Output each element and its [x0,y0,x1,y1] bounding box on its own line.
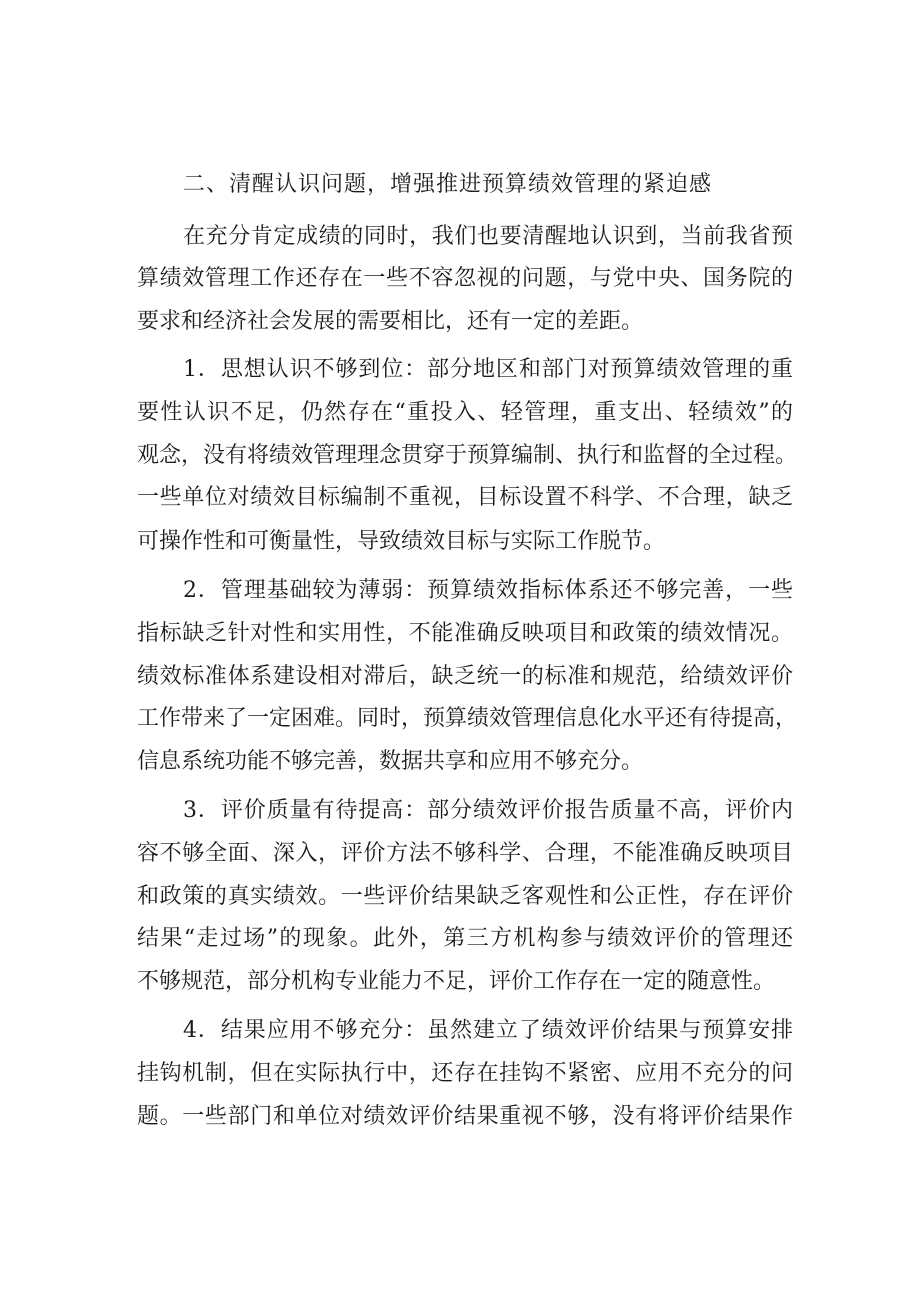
paragraph-3-line-3: 绩效标准体系建设相对滞后，缺乏统一的标准和规范，给绩效评价 [137,664,793,689]
paragraph-1-line-3: 要求和经济社会发展的需要相比，还有一定的差距。 [137,309,644,334]
paragraph-1-line-1: 在充分肯定成绩的同时，我们也要清醒地认识到，当前我省预 [183,224,793,249]
paragraph-4-line-4: 结果“走过场”的现象。此外，第三方机构参与绩效评价的管理还 [137,926,793,951]
paragraph-2-line-3: 观念，没有将绩效管理理念贯穿于预算编制、执行和监督的全过程。 [137,443,798,468]
paragraph-3-line-2: 指标缺乏针对性和实用性，不能准确反映项目和政策的绩效情况。 [137,621,793,646]
paragraph-5-line-2: 挂钩机制，但在实际执行中，还存在挂钩不紧密、应用不充分的问 [137,1061,793,1086]
paragraph-4-line-3: 和政策的真实绩效。一些评价结果缺乏客观性和公正性，存在评价 [137,884,793,909]
paragraph-3-line-1: 2．管理基础较为薄弱：预算绩效指标体系还不够完善，一些 [183,578,793,603]
paragraph-3-line-4: 工作带来了一定困难。同时，预算绩效管理信息化水平还有待提高， [137,706,798,731]
paragraph-2-line-2: 要性认识不足，仍然存在“重投入、轻管理，重支出、轻绩效”的 [137,400,793,425]
paragraph-4-line-1: 3．评价质量有待提高：部分绩效评价报告质量不高，评价内 [183,798,793,823]
paragraph-2-line-1: 1．思想认识不够到位：部分地区和部门对预算绩效管理的重 [183,357,793,382]
paragraph-3-line-5: 信息系统功能不够完善，数据共享和应用不够充分。 [137,749,644,774]
paragraph-5-line-3: 题。一些部门和单位对绩效评价结果重视不够，没有将评价结果作 [137,1104,793,1129]
paragraph-5-line-1: 4．结果应用不够充分：虽然建立了绩效评价结果与预算安排 [183,1018,793,1043]
paragraph-2-line-4: 一些单位对绩效目标编制不重视，目标设置不科学、不合理，缺乏 [137,485,793,510]
paragraph-4-line-2: 容不够全面、深入，评价方法不够科学、合理，不能准确反映项目 [137,841,793,866]
paragraph-2-line-5: 可操作性和可衡量性，导致绩效目标与实际工作脱节。 [137,529,666,554]
paragraph-1-line-2: 算绩效管理工作还存在一些不容忽视的问题，与党中央、国务院的 [137,266,793,291]
section-heading: 二、清醒认识问题，增强推进预算绩效管理的紧迫感 [183,172,713,197]
paragraph-4-line-5: 不够规范，部分机构专业能力不足，评价工作存在一定的随意性。 [137,969,776,994]
